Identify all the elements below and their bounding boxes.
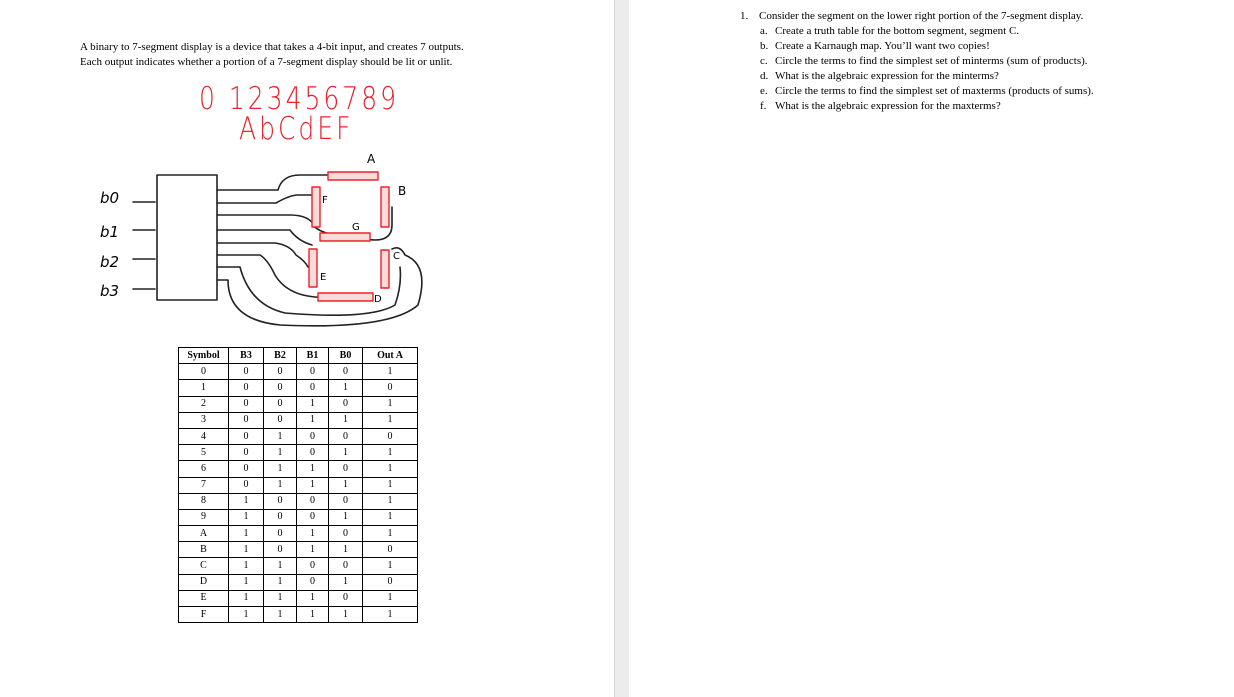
table-cell: 1 <box>363 607 418 623</box>
question-item-text: Circle the terms to find the simplest set of maxterms (products of sums). <box>775 85 1094 97</box>
segment-label-d: D <box>374 294 382 305</box>
table-cell: 0 <box>229 396 264 412</box>
table-cell: 1 <box>329 380 363 396</box>
table-cell: 0 <box>264 526 297 542</box>
table-cell: 0 <box>297 428 329 444</box>
table-cell: 1 <box>329 412 363 428</box>
table-cell: 1 <box>363 558 418 574</box>
table-cell: 1 <box>329 445 363 461</box>
table-row <box>179 509 418 525</box>
table-cell: 1 <box>297 542 329 558</box>
table-row <box>179 380 418 396</box>
table-row <box>179 542 418 558</box>
question-item-text: Create a truth table for the bottom segment, segment C. <box>775 25 1020 37</box>
segment-label-a: A <box>367 152 376 166</box>
table-row <box>179 558 418 574</box>
seven-seg-digits: 0 123456789 <box>199 80 400 117</box>
table-cell: 1 <box>179 380 229 396</box>
table-cell: 1 <box>363 412 418 428</box>
table-cell: 1 <box>229 590 264 606</box>
table-cell: 0 <box>264 509 297 525</box>
table-row <box>179 607 418 623</box>
intro-paragraph <box>80 40 550 70</box>
table-cell: 0 <box>229 477 264 493</box>
table-cell: 1 <box>229 558 264 574</box>
table-cell: 1 <box>229 493 264 509</box>
question-block <box>740 9 1200 114</box>
segment-a <box>328 172 378 180</box>
table-cell: 1 <box>363 509 418 525</box>
table-cell: 0 <box>229 445 264 461</box>
segment-label-f: F <box>322 195 328 206</box>
table-cell: 1 <box>264 461 297 477</box>
table-cell: 1 <box>329 574 363 590</box>
table-row <box>179 428 418 444</box>
table-cell: 0 <box>264 412 297 428</box>
table-cell: 0 <box>179 364 229 380</box>
question-item-text: Circle the terms to find the simplest set of minterms (sum of products). <box>775 55 1088 67</box>
question-item-text: What is the algebraic expression for the maxterms? <box>775 100 1001 112</box>
table-cell: 1 <box>329 542 363 558</box>
table-cell: 0 <box>329 558 363 574</box>
table-cell: C <box>179 558 229 574</box>
table-row <box>179 493 418 509</box>
table-cell: D <box>179 574 229 590</box>
segment-c <box>381 250 389 288</box>
table-cell: 1 <box>363 590 418 606</box>
table-cell: 1 <box>229 526 264 542</box>
table-cell: 1 <box>363 493 418 509</box>
question-subitems <box>740 24 1200 114</box>
question-item-letter: c. <box>760 55 768 67</box>
seven-segment-wiring-diagram <box>100 145 430 335</box>
table-cell: 1 <box>329 509 363 525</box>
table-cell: 0 <box>264 396 297 412</box>
table-cell: 1 <box>229 509 264 525</box>
header-b2: B2 <box>264 348 297 364</box>
table-cell: 0 <box>297 574 329 590</box>
table-row <box>179 412 418 428</box>
document-page-left <box>0 0 615 697</box>
segment-label-e: E <box>320 272 327 283</box>
header-b3: B3 <box>229 348 264 364</box>
table-row <box>179 445 418 461</box>
table-cell: 0 <box>329 396 363 412</box>
segment-f <box>312 187 320 227</box>
table-cell: B <box>179 542 229 558</box>
table-cell: 0 <box>229 461 264 477</box>
table-cell: 0 <box>363 428 418 444</box>
segment-e <box>309 249 317 287</box>
question-item <box>760 39 1200 54</box>
table-cell: 1 <box>264 590 297 606</box>
input-label-b0: b0 <box>100 189 120 207</box>
table-cell: 0 <box>297 509 329 525</box>
table-cell: 1 <box>264 558 297 574</box>
table-cell: 0 <box>229 428 264 444</box>
header-symbol: Symbol <box>179 348 229 364</box>
table-cell: 0 <box>297 380 329 396</box>
table-cell: 0 <box>329 493 363 509</box>
table-cell: E <box>179 590 229 606</box>
table-cell: 0 <box>297 364 329 380</box>
table-cell: 1 <box>297 526 329 542</box>
question-text: Consider the segment on the lower right portion of the 7-segment display. <box>759 10 1084 22</box>
question-item-letter: e. <box>760 85 768 97</box>
table-cell: 0 <box>264 542 297 558</box>
input-label-b1: b1 <box>100 223 120 241</box>
page-gutter <box>615 0 629 697</box>
question-number: 1. <box>740 10 749 22</box>
table-cell: 0 <box>363 542 418 558</box>
table-cell: 2 <box>179 396 229 412</box>
table-cell: 0 <box>297 558 329 574</box>
table-cell: 0 <box>297 493 329 509</box>
table-cell: 5 <box>179 445 229 461</box>
truth-table <box>178 347 418 623</box>
table-cell: 0 <box>363 574 418 590</box>
table-cell: 7 <box>179 477 229 493</box>
table-cell: 0 <box>229 380 264 396</box>
table-cell: 0 <box>264 380 297 396</box>
table-cell: 1 <box>229 607 264 623</box>
segment-label-g: G <box>352 222 360 233</box>
table-cell: 0 <box>329 590 363 606</box>
table-cell: 0 <box>329 428 363 444</box>
question-item <box>760 24 1200 39</box>
table-cell: 1 <box>363 445 418 461</box>
segment-b <box>381 187 389 227</box>
question-item-letter: f. <box>760 100 767 112</box>
table-cell: 1 <box>329 477 363 493</box>
table-cell: 1 <box>363 461 418 477</box>
table-cell: F <box>179 607 229 623</box>
table-cell: 3 <box>179 412 229 428</box>
table-cell: 1 <box>264 445 297 461</box>
header-b1: B1 <box>297 348 329 364</box>
table-cell: 6 <box>179 461 229 477</box>
intro-line-1: A binary to 7-segment display is a device that takes a 4-bit input, and creates 7 outputs. <box>80 41 464 53</box>
question-item-letter: b. <box>760 40 769 52</box>
table-cell: 0 <box>264 364 297 380</box>
table-row <box>179 477 418 493</box>
question-item-letter: d. <box>760 70 769 82</box>
header-out-a: Out A <box>363 348 418 364</box>
table-cell: 1 <box>363 364 418 380</box>
table-cell: 1 <box>264 574 297 590</box>
table-cell: 1 <box>297 590 329 606</box>
table-row <box>179 396 418 412</box>
segment-label-c: C <box>393 251 400 262</box>
segment-label-b: B <box>398 184 407 198</box>
table-cell: 1 <box>363 526 418 542</box>
question-item <box>760 99 1200 114</box>
table-row <box>179 590 418 606</box>
table-cell: 1 <box>329 607 363 623</box>
table-cell: 1 <box>264 607 297 623</box>
table-cell: 1 <box>264 477 297 493</box>
intro-line-2: Each output indicates whether a portion of a 7-segment display should be lit or unlit. <box>80 56 453 68</box>
table-cell: 8 <box>179 493 229 509</box>
table-cell: 1 <box>229 542 264 558</box>
question-item-text: What is the algebraic expression for the minterms? <box>775 70 999 82</box>
table-cell: 1 <box>297 396 329 412</box>
input-label-b2: b2 <box>100 253 120 271</box>
table-cell: 0 <box>264 493 297 509</box>
table-cell: 0 <box>329 461 363 477</box>
input-label-b3: b3 <box>100 282 120 300</box>
table-cell: 1 <box>297 461 329 477</box>
table-cell: 0 <box>363 380 418 396</box>
question-item-letter: a. <box>760 25 768 37</box>
segment-g <box>320 233 370 241</box>
decoder-block <box>157 175 217 300</box>
table-cell: 4 <box>179 428 229 444</box>
table-cell: 9 <box>179 509 229 525</box>
table-row <box>179 526 418 542</box>
table-cell: 1 <box>297 477 329 493</box>
table-cell: 0 <box>297 445 329 461</box>
question-item <box>760 84 1200 99</box>
table-cell: 0 <box>329 526 363 542</box>
table-row <box>179 364 418 380</box>
question-item <box>760 54 1200 69</box>
table-cell: 1 <box>297 607 329 623</box>
table-row <box>179 461 418 477</box>
table-cell: A <box>179 526 229 542</box>
table-cell: 1 <box>264 428 297 444</box>
table-cell: 0 <box>329 364 363 380</box>
header-b0: B0 <box>329 348 363 364</box>
truth-table-header-row <box>179 348 418 364</box>
segment-d <box>318 293 373 301</box>
table-cell: 0 <box>229 364 264 380</box>
table-cell: 1 <box>363 396 418 412</box>
table-cell: 0 <box>229 412 264 428</box>
question-item <box>760 69 1200 84</box>
table-cell: 1 <box>229 574 264 590</box>
table-cell: 1 <box>297 412 329 428</box>
seven-seg-letters: AbCdEF <box>239 110 354 147</box>
question-item-text: Create a Karnaugh map. You’ll want two copies! <box>775 40 990 52</box>
table-row <box>179 574 418 590</box>
table-cell: 1 <box>363 477 418 493</box>
